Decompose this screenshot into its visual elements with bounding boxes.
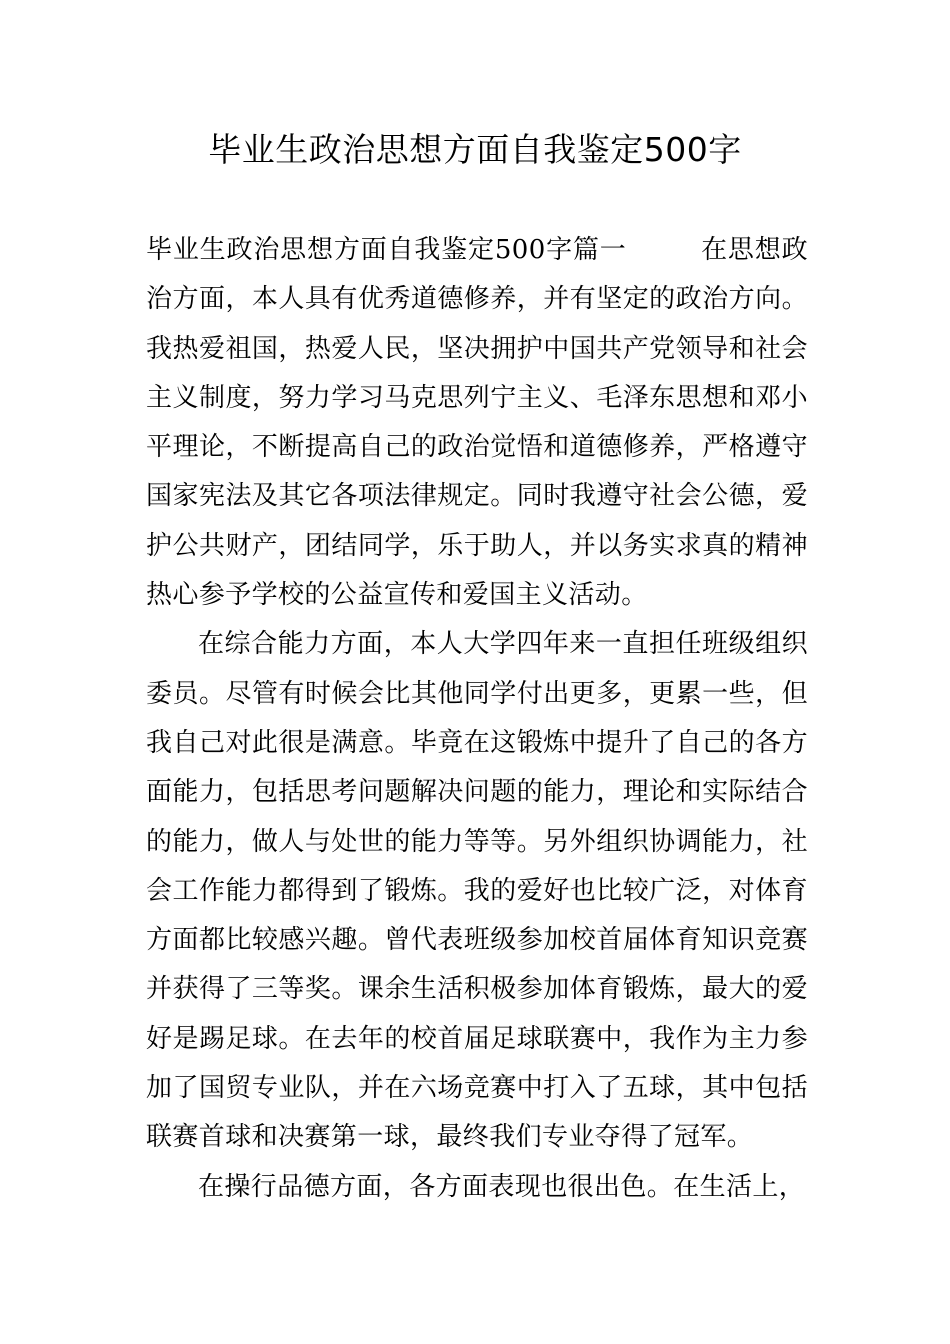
paragraph-3: 在操行品德方面，各方面表现也很出色。在生活上，	[198, 1171, 806, 1202]
paragraph-1-text: 在思想政治方面，本人具有优秀道德修养，并有坚定的政治方向。我热爱祖国，热爱人民，坚决拥护中国共产党领导和社会主义制度，努力学习马克思列宁主义、毛泽东思想和邓小平理论，不断提高自己的政治觉悟和道德修养，严格遵守国家宪法及其它各项法律规定。同时我遵守社会公德，爱护公共财产，团结同学，乐于助人，并以务实求真的精神热心参予学校的公益宣传和爱国主义活动。	[146, 235, 808, 611]
paragraph-2: 在综合能力方面，本人大学四年来一直担任班级组织委员。尽管有时候会比其他同学付出更多，更累一些，但我自己对此很是满意。毕竟在这锻炼中提升了自己的各方面能力，包括思考问题解决问题的能力，理论和实际结合的能力，做人与处世的能力等等。另外组织协调能力，社会工作能力都得到了锻炼。我的爱好也比较广泛，对体育方面都比较感兴趣。曾代表班级参加校首届体育知识竞赛并获得了三等奖。课余生活积极参加体育锻炼，最大的爱好是踢足球。在去年的校首届足球联赛中，我作为主力参加了国贸专业队，并在六场竞赛中打入了五球，其中包括联赛首球和决赛第一球，最终我们专业夺得了冠军。	[146, 629, 808, 1153]
paragraph-1	[146, 226, 808, 620]
document-body	[146, 226, 808, 1212]
document-title: 毕业生政治思想方面自我鉴定500字	[208, 130, 742, 169]
section-heading: 毕业生政治思想方面自我鉴定500字篇一	[146, 235, 627, 265]
